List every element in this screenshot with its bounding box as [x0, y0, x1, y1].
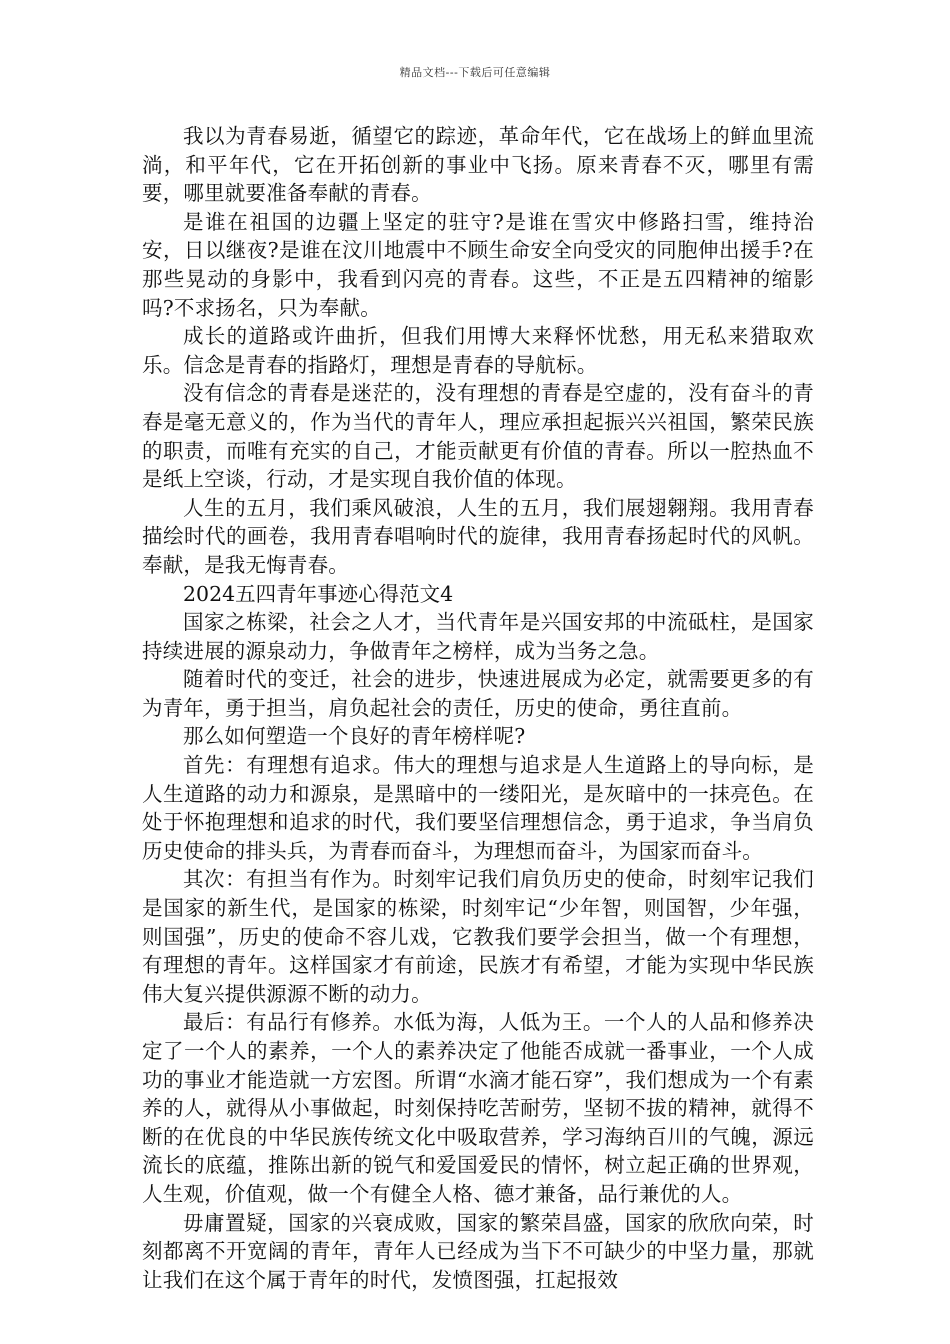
paragraph: 成长的道路或许曲折，但我们用博大来释怀忧愁，用无私来猎取欢乐。信念是青春的指路灯，理想是青春的导航标。: [142, 324, 814, 377]
paragraph: 没有信念的青春是迷茫的，没有理想的青春是空虚的，没有奋斗的青春是毫无意义的，作为当代的青年人，理应承担起振兴兴祖国，繁荣民族的职责，而唯有充实的自己，才能贡献更有价值的青春。所以一腔热血不是纸上空谈，行动，才是实现自我价值的体现。: [142, 381, 814, 492]
paragraph: 其次：有担当有作为。时刻牢记我们肩负历史的使命，时刻牢记我们是国家的新生代，是国家的栋梁，时刻牢记“少年智，则国智，少年强，则国强”，历史的使命不容儿戏，它教我们要学会担当，做一个有理想，有理想的青年。这样国家才有前途，民族才有希望，才能为实现中华民族伟大复兴提供源源不断的动力。: [142, 867, 814, 1006]
paragraph: 是谁在祖国的边疆上坚定的驻守?是谁在雪灾中修路扫雪，维持治安，日以继夜?是谁在汶川地震中不顾生命安全向受灾的同胞伸出援手?在那些晃动的身影中，我看到闪亮的青春。这些，不正是五四精神的缩影吗?不求扬名，只为奉献。: [142, 209, 814, 320]
paragraph: 首先：有理想有追求。伟大的理想与追求是人生道路上的导向标，是人生道路的动力和源泉，是黑暗中的一缕阳光，是灰暗中的一抹亮色。在处于怀抱理想和追求的时代，我们要坚信理想信念，勇于追求，争当肩负历史使命的排头兵，为青春而奋斗，为理想而奋斗，为国家而奋斗。: [142, 753, 814, 863]
paragraph: 人生的五月，我们乘风破浪，人生的五月，我们展翅翱翔。我用青春描绘时代的画卷，我用青春唱响时代的旋律，我用青春扬起时代的风帆。奉献，是我无悔青春。: [142, 495, 814, 577]
document-body: [142, 122, 814, 1294]
page-header: 精品文档---下载后可任意编辑: [399, 66, 551, 79]
paragraph: 随着时代的变迁，社会的进步，快速进展成为必定，就需要更多的有为青年，勇于担当，肩负起社会的责任，历史的使命，勇往直前。: [142, 667, 814, 720]
paragraph: 最后：有品行有修养。水低为海，人低为王。一个人的人品和修养决定了一个人的素养，一个人的素养决定了他能否成就一番事业，一个人成功的事业才能造就一方宏图。所谓“水滴才能石穿”，我们想成为一个有素养的人，就得从小事做起，时刻保持吃苦耐劳，坚韧不拔的精神，就得不断的在优良的中华民族传统文化中吸取营养，学习海纳百川的气魄，源远流长的底蕴，推陈出新的锐气和爱国爱民的情怀，树立起正确的世界观，人生观，价值观，做一个有健全人格、德才兼备，品行兼优的人。: [142, 1010, 814, 1206]
paragraph: 毋庸置疑，国家的兴衰成败，国家的繁荣昌盛，国家的欣欣向荣，时刻都离不开宽阔的青年，青年人已经成为当下不可缺少的中坚力量，那就让我们在这个属于青年的时代，发愤图强，扛起报效: [142, 1210, 814, 1292]
section-title: 2024五四青年事迹心得范文4: [183, 581, 454, 606]
paragraph: 那么如何塑造一个良好的青年榜样呢?: [183, 724, 526, 749]
paragraph: 我以为青春易逝，循望它的踪迹，革命年代，它在战场上的鲜血里流淌，和平年代，它在开拓创新的事业中飞扬。原来青春不灭，哪里有需要，哪里就要准备奉献的青春。: [142, 124, 814, 206]
paragraph: 国家之栋梁，社会之人才，当代青年是兴国安邦的中流砥柱，是国家持续进展的源泉动力，争做青年之榜样，成为当务之急。: [142, 610, 814, 663]
